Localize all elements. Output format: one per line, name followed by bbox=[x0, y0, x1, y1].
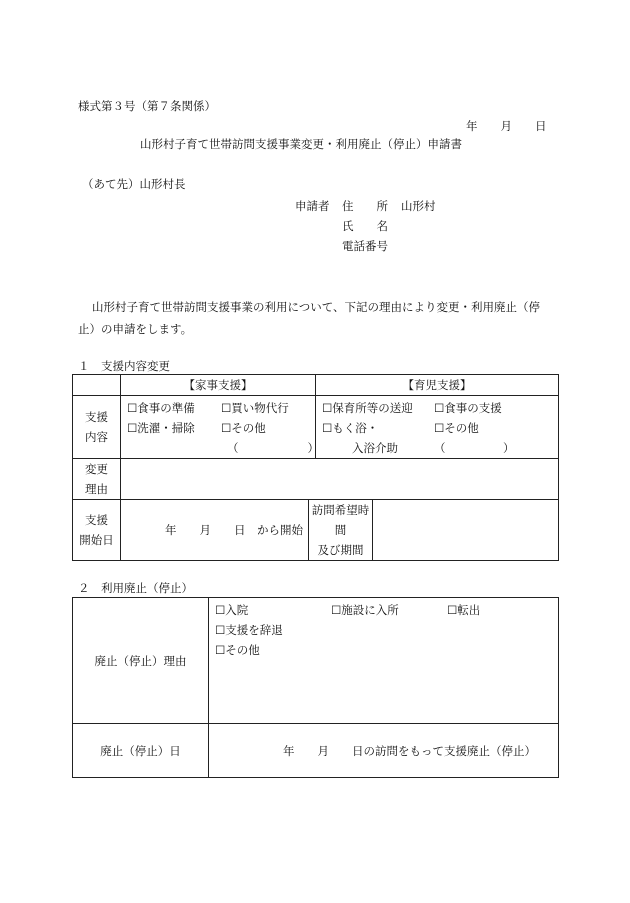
document-title: 山形村子育て世帯訪問支援事業変更・利用廃止（停止）申請書 bbox=[140, 137, 462, 151]
childcare-header: 【育児支援】 bbox=[316, 375, 559, 396]
visit-period-field[interactable] bbox=[373, 500, 559, 561]
option-decline-support[interactable]: ☐支援を辞退 bbox=[215, 623, 283, 637]
reason-row-label: 変更 理由 bbox=[73, 459, 121, 500]
childcare-other-blank[interactable]: （ ） bbox=[434, 441, 515, 455]
discontinue-reason-options bbox=[209, 598, 559, 724]
option-meal-prep[interactable]: ☐食事の準備 bbox=[127, 401, 195, 415]
bathing-continued: 入浴介助 bbox=[352, 441, 398, 455]
start-date-field[interactable]: 年 月 日 から開始 bbox=[121, 500, 309, 561]
visit-period-label: 訪問希望時間 及び期間 bbox=[309, 500, 373, 561]
option-facility-admission[interactable]: ☐施設に入所 bbox=[331, 603, 399, 617]
option-housework-other[interactable]: ☐その他 bbox=[221, 421, 266, 435]
childcare-options bbox=[316, 396, 559, 459]
housework-header: 【家事支援】 bbox=[121, 375, 316, 396]
option-daycare-transport[interactable]: ☐保育所等の送迎 bbox=[322, 401, 413, 415]
address-label: 住 所 bbox=[342, 199, 388, 213]
option-hospitalization[interactable]: ☐入院 bbox=[215, 603, 249, 617]
reason-label: 廃止（停止）理由 bbox=[73, 598, 209, 724]
discontinue-date-field[interactable]: 年 月 日の訪問をもって支援廃止（停止） bbox=[209, 724, 559, 778]
discontinue-table bbox=[72, 597, 559, 778]
housework-other-blank[interactable]: （ ） bbox=[227, 441, 319, 455]
content-row-label: 支援 内容 bbox=[73, 396, 121, 459]
date-line: 年 月 日 bbox=[466, 119, 547, 133]
addressee: （あて先）山形村長 bbox=[82, 177, 186, 191]
support-change-table bbox=[72, 374, 559, 561]
housework-options bbox=[121, 396, 319, 459]
change-reason-field[interactable] bbox=[121, 459, 559, 500]
section1-heading: １ 支援内容変更 bbox=[78, 359, 170, 373]
discontinue-date-label: 廃止（停止）日 bbox=[73, 724, 209, 778]
phone-label: 電話番号 bbox=[342, 239, 388, 253]
option-shopping[interactable]: ☐買い物代行 bbox=[221, 401, 289, 415]
option-moving-out[interactable]: ☐転出 bbox=[447, 603, 481, 617]
applicant-label: 申請者 bbox=[295, 199, 330, 213]
start-row-label: 支援 開始日 bbox=[73, 500, 121, 561]
form-number: 様式第３号（第７条関係） bbox=[78, 99, 216, 113]
option-meal-support[interactable]: ☐食事の支援 bbox=[434, 401, 502, 415]
corner-cell bbox=[73, 375, 121, 396]
body-paragraph: 山形村子育て世帯訪問支援事業の利用について、下記の理由により変更・利用廃止（停止）の申請をします。 bbox=[78, 300, 541, 336]
name-label: 氏 名 bbox=[342, 219, 388, 233]
address-value: 山形村 bbox=[401, 199, 436, 213]
option-childcare-other[interactable]: ☐その他 bbox=[434, 421, 479, 435]
option-laundry-cleaning[interactable]: ☐洗濯・掃除 bbox=[127, 421, 195, 435]
option-bathing[interactable]: ☐もく浴・ bbox=[322, 421, 379, 435]
option-discontinue-other[interactable]: ☐その他 bbox=[215, 643, 260, 657]
section2-heading: ２ 利用廃止（停止） bbox=[78, 581, 193, 595]
